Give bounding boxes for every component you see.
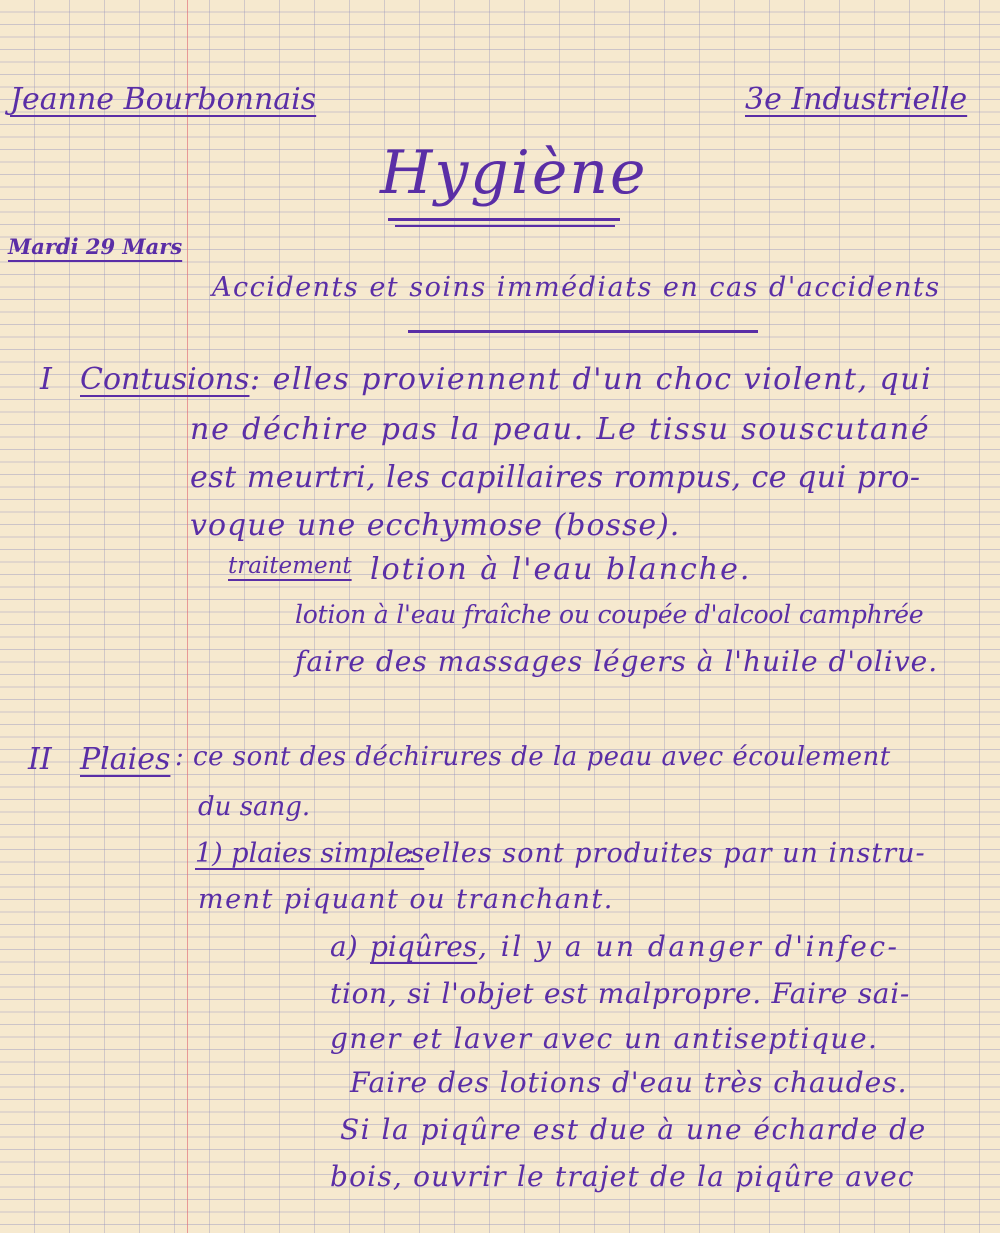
page-title: Hygiène	[380, 138, 648, 208]
simple-wounds-line-2: ment piquant ou tranchant.	[198, 884, 614, 915]
title-underline	[388, 218, 620, 221]
section-1-heading: Contusions	[80, 362, 250, 397]
student-name: Jeanne Bourbonnais	[10, 82, 317, 117]
section-2-numeral: II	[28, 742, 52, 777]
item-a-label: piqûres	[370, 930, 478, 963]
margin-line	[187, 0, 188, 1233]
item-a-line-2: tion, si l'objet est malpropre. Faire sai-	[330, 977, 911, 1010]
section-1-line-3: est meurtri, les capillaires rompus, ce qui pro-	[190, 460, 921, 495]
title-underline-2	[395, 225, 615, 227]
item-a-line-5: Si la piqûre est due à une écharde de	[340, 1113, 927, 1146]
class-name: 3e Industrielle	[745, 82, 968, 117]
treatment-line-2: lotion à l'eau fraîche ou coupée d'alcool camphrée	[295, 600, 924, 629]
section-2-heading: Plaies	[80, 742, 171, 777]
treatment-label: traitement	[228, 553, 352, 579]
section-1-line-4: voque une ecchymose (bosse).	[190, 508, 681, 543]
subtitle-rule	[408, 330, 758, 333]
item-a-line-3: gner et laver avec un antiseptique.	[330, 1022, 879, 1055]
section-1-numeral: I	[40, 362, 52, 397]
item-a-line-6: bois, ouvrir le trajet de la piqûre avec	[330, 1160, 915, 1193]
section-2-line-1: : ce sont des déchirures de la peau avec écoulement	[175, 742, 891, 772]
section-2-line-2: du sang.	[198, 792, 311, 822]
simple-wounds-line-1: : elles sont produites par un instru-	[405, 838, 926, 869]
subtitle: Accidents et soins immédiats en cas d'accidents	[212, 272, 941, 303]
item-a-marker: a)	[330, 930, 358, 963]
date: Mardi 29 Mars	[8, 234, 183, 259]
simple-wounds-label: 1) plaies simples	[195, 838, 425, 869]
section-1-line-2: ne déchire pas la peau. Le tissu souscutané	[190, 412, 931, 447]
treatment-line-3: faire des massages légers à l'huile d'olive.	[295, 645, 939, 678]
item-a-line-4: Faire des lotions d'eau très chaudes.	[350, 1066, 908, 1099]
item-a-line-1: , il y a un danger d'infec-	[478, 930, 900, 963]
section-1-line-1: : elles proviennent d'un choc violent, qui	[250, 362, 933, 397]
treatment-line-1: lotion à l'eau blanche.	[370, 552, 752, 587]
